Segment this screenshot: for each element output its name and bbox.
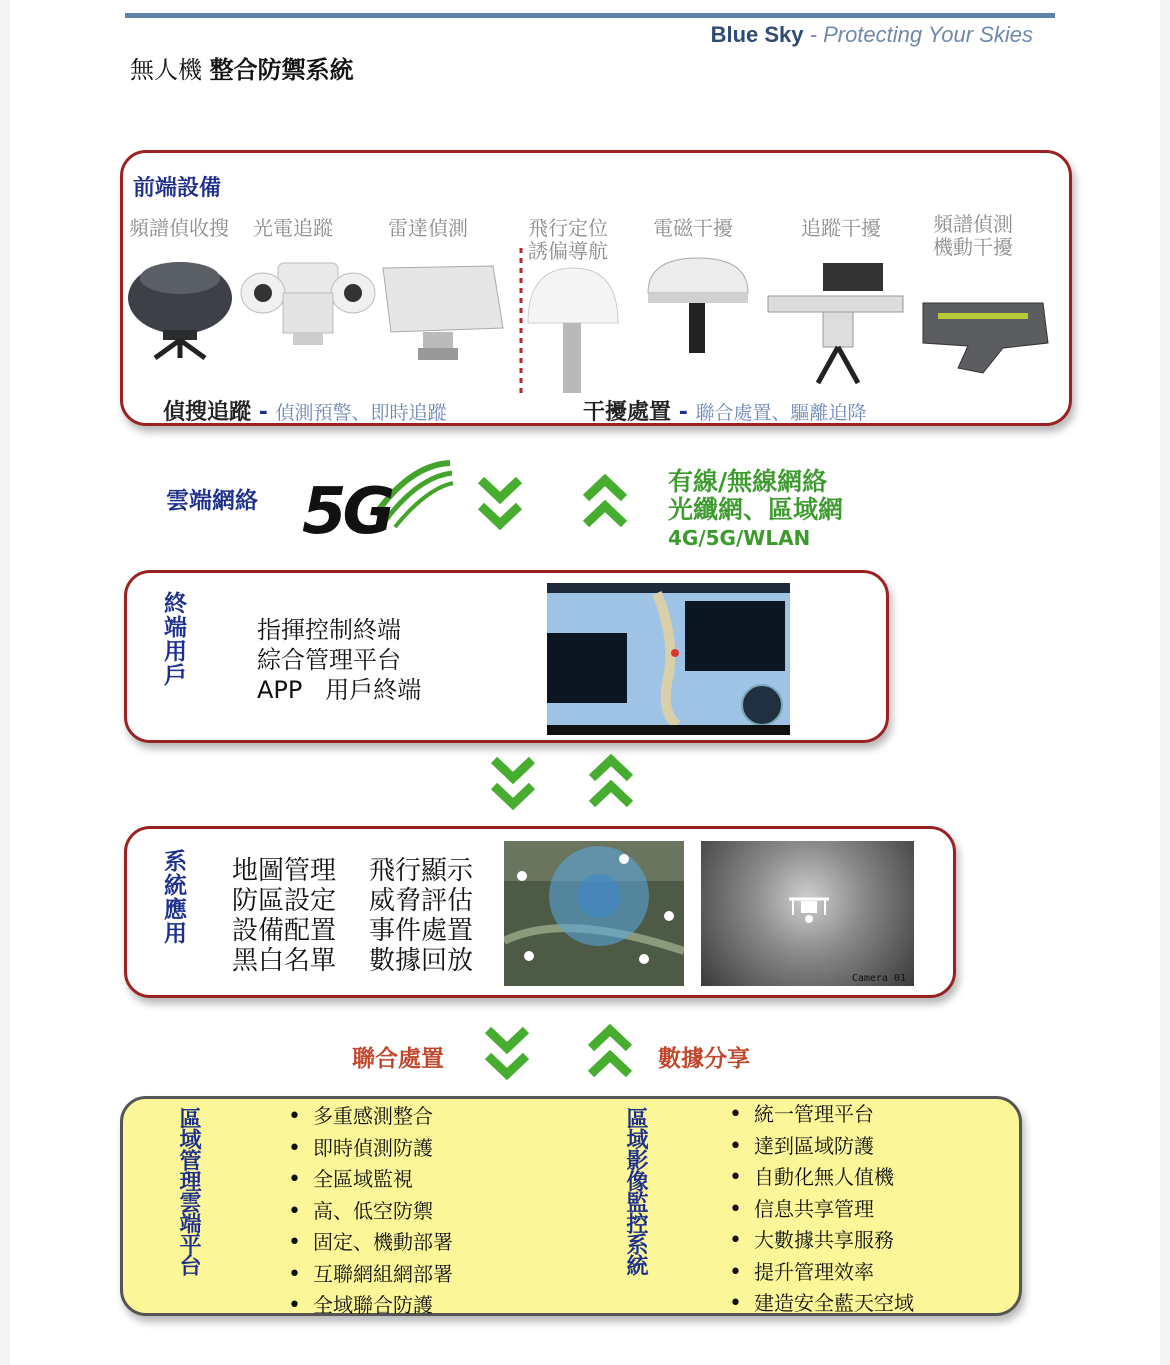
right-caption: 干擾處置 - 聯合處置、驅離迫降 <box>583 400 867 425</box>
spectrum-detector-image <box>128 262 232 358</box>
flow-left-label: 聯合處置 <box>352 1046 444 1072</box>
tagline: Protecting Your Skies <box>823 22 1033 47</box>
label-em-jamming: 電磁干擾 <box>653 216 733 240</box>
satellite-map-image <box>504 841 684 986</box>
system-col1: 地圖管理 防區設定 設備配置 黑白名單 <box>232 856 337 976</box>
header-rule <box>125 13 1055 18</box>
label-tracking-jamming: 追蹤干擾 <box>801 216 881 240</box>
device-images <box>123 248 1069 398</box>
platform-left-side: 區域管理雲端平台 <box>176 1107 201 1275</box>
system-col2: 飛行顯示 威脅評估 事件處置 數據回放 <box>369 856 474 976</box>
page <box>10 0 1160 1365</box>
platform-right-list: • 統一管理平台 • 達到區域防護 • 自動化無人值機 • 信息共享管理 • 大數據共享服務 • 提升管理效率 • 建造安全藍天空域 <box>729 1099 914 1320</box>
camera-label: Camera 01 <box>851 973 906 984</box>
platform-box <box>120 1096 1022 1316</box>
terminal-side-label: 終端用戶 <box>160 591 186 687</box>
terminal-items: 指揮控制終端 綜合管理平台 APP 用戶終端 <box>257 616 422 704</box>
label-gps-spoof: 飛行定位 誘偏導航 <box>528 216 608 263</box>
frontend-box <box>120 150 1072 426</box>
chevron-up-icon <box>586 752 636 812</box>
brand-name: Blue Sky <box>710 22 804 47</box>
chevron-up-icon <box>580 472 630 532</box>
label-spectrum-detect: 頻譜偵收搜 <box>129 216 229 240</box>
mobile-jammer-image <box>923 303 1048 373</box>
network-desc: 有線/無線網絡 光纖網、區域網 4G/5G/WLAN <box>668 467 844 550</box>
command-screen-image <box>547 583 790 735</box>
em-jammer-image <box>648 258 748 353</box>
label-mobile-jamming: 頻譜偵測 機動干擾 <box>933 212 1013 259</box>
drone-icon <box>779 891 839 931</box>
frontend-title: 前端設備 <box>133 176 222 201</box>
platform-left-list: • 多重感測整合 • 即時偵測防護 • 全區域監視 • 高、低空防禦 • 固定、機動部署 • 互聯網組網部署 • 全域聯合防護 <box>288 1101 453 1322</box>
system-side-label: 系統應用 <box>160 849 186 945</box>
network-title: 雲端網絡 <box>166 488 258 514</box>
left-caption: 偵搜追蹤 - 偵測預警、即時追蹤 <box>163 400 447 425</box>
chevron-down-icon <box>488 752 538 812</box>
system-box <box>124 826 956 998</box>
chevron-down-icon <box>482 1022 532 1082</box>
label-eo-tracking: 光電追蹤 <box>253 216 333 240</box>
brand-tagline: Blue Sky - Protecting Your Skies <box>710 22 1033 47</box>
tracking-jammer-image <box>768 263 903 383</box>
chevron-down-icon <box>475 472 525 532</box>
chevron-up-icon <box>585 1022 635 1082</box>
terminal-box <box>124 570 889 743</box>
5g-logo: 5G <box>300 455 460 555</box>
radar-image <box>383 266 503 360</box>
camera-feed <box>701 841 914 986</box>
platform-right-side: 區域影像監控系統 <box>623 1107 648 1275</box>
gps-dome-image <box>528 268 618 393</box>
page-title: 無人機 整合防禦系統 <box>130 56 354 84</box>
flow-right-label: 數據分享 <box>658 1046 750 1072</box>
eo-camera-image <box>241 263 375 345</box>
label-radar: 雷達偵測 <box>388 216 468 240</box>
